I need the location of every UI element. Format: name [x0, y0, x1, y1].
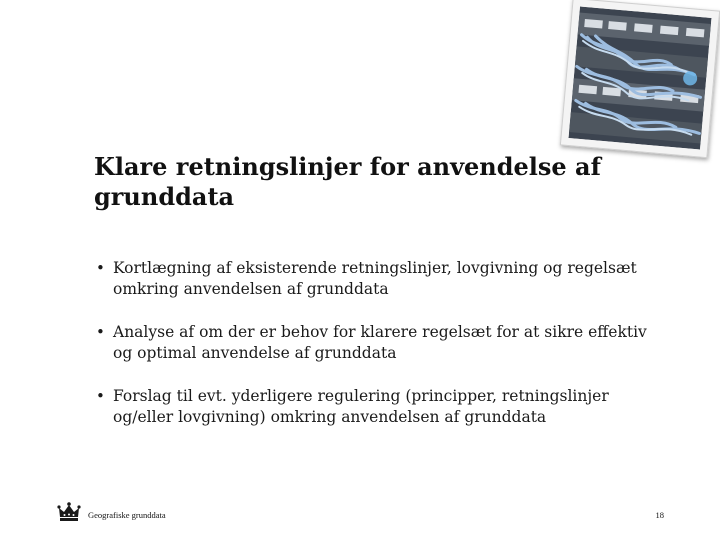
cables-illustration — [568, 6, 711, 149]
bullet-text: Forslag til evt. yderligere regulering (principper, retningslinjer og/eller lovgivning) omkring anvendelsen af grunddata — [113, 387, 609, 426]
bullet-item — [94, 386, 654, 428]
bullet-list — [94, 258, 654, 450]
page-number: 18 — [655, 510, 664, 520]
bullet-item — [94, 322, 654, 364]
bullet-marker: • — [96, 387, 105, 405]
bullet-item — [94, 258, 654, 300]
footer-label: Geografiske grunddata — [88, 510, 166, 520]
network-cables-photo — [560, 0, 720, 158]
slide-title: Klare retningslinjer for anvendelse af grunddata — [94, 152, 601, 211]
bullet-marker: • — [96, 323, 105, 341]
crown-icon — [56, 502, 82, 528]
bullet-text: Analyse af om der er behov for klarere regelsæt for at sikre effektiv og optimal anvendelse af grunddata — [113, 323, 647, 362]
bullet-text: Kortlægning af eksisterende retningslinjer, lovgivning og regelsæt omkring anvendelsen af grunddata — [113, 259, 637, 298]
bullet-marker: • — [96, 259, 105, 277]
